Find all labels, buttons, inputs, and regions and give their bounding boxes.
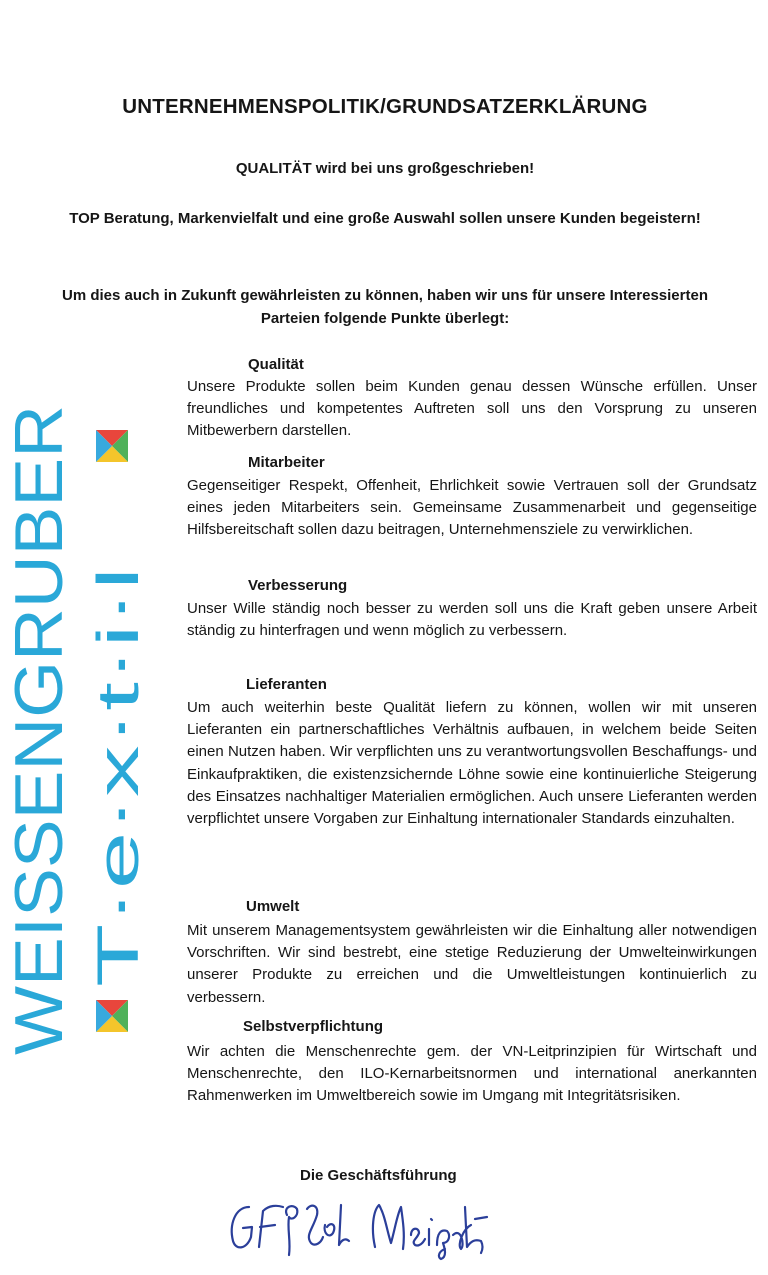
document-title: UNTERNEHMENSPOLITIK/GRUNDSATZERKLÄRUNG — [122, 95, 648, 118]
logo-wordmark: WEISSENGRUBER — [1, 450, 77, 1055]
section-heading-selbstverpflichtung: Selbstverpflichtung — [243, 1018, 384, 1035]
section-body-lieferanten: Um auch weiterhin beste Qualität liefern zu können, wollen wir mit unseren Lieferanten ein partnerschaftliches Verhältnis aufbauen, in welchem beide Seiten einen Nutzen haben. Wir verpflichten uns zu verantwortungsvollen Beschaffungs- und Einkaufpraktiken, die existenzsichernde Löhne sowie eine kontinuierliche Steigerung des Einsatzes nachhaltiger Materialien ermöglichen. Auch unsere Lieferanten werden verpflichtet unsere Vorgaben zur Einhaltung internationaler Standards einzuhalten. — [187, 699, 757, 828]
section-heading-lieferanten: Lieferanten — [246, 676, 327, 693]
signoff: Die Geschäftsführung — [300, 1167, 457, 1184]
intro-paragraph-1: TOP Beratung, Markenvielfalt und eine große Auswahl sollen unsere Kunden begeistern! — [69, 210, 701, 227]
section-body-mitarbeiter: Gegenseitiger Respekt, Offenheit, Ehrlichkeit sowie Vertrauen soll der Grundsatz eines jeden Mitarbeiters sein. Gemeinsame Zusammenarbeit und gegenseitige Hilfsbereitschaft sollen dazu beitragen, Unternehmensziele zu verwirklichen. — [187, 477, 757, 539]
section-body-selbstverpflichtung: Wir achten die Menschenrechte gem. der VN-Leitprinzipien für Wirtschaft und Menschenrechte, den ILO-Kernarbeitsnormen und international anerkannten Rahmenwerken im Umweltbereich sowie im Umgang mit Integritätsrisiken. — [187, 1043, 757, 1105]
logo-square-bottom — [96, 1000, 128, 1032]
section-heading-mitarbeiter: Mitarbeiter — [248, 454, 325, 471]
section-body-verbesserung: Unser Wille ständig noch besser zu werden soll uns die Kraft geben unsere Arbeit ständig zu hinterfragen und wenn möglich zu verbessern. — [187, 600, 757, 640]
logo-square-top — [96, 430, 128, 462]
section-heading-umwelt: Umwelt — [246, 898, 300, 915]
logo-subline: T·e·x·t·i·l — [86, 751, 151, 987]
intro-paragraph-2: Um dies auch in Zukunft gewährleisten zu können, haben wir uns für unsere Interessierten Parteien folgende Punkte überlegt: — [62, 287, 708, 327]
section-body-qualitaet: Unsere Produkte sollen beim Kunden genau dessen Wünsche erfüllen. Unser freundliches und kompetentes Auftreten soll uns den Vorsprung zu unseren Mitbewerbern darstellen. — [187, 378, 757, 440]
section-heading-verbesserung: Verbesserung — [248, 577, 348, 594]
section-body-umwelt: Mit unserem Managementsystem gewährleisten wir die Einhaltung aller notwendigen Vorschriften. Wir sind bestrebt, eine stetige Reduzierung der Umwelteinwirkungen unserer Produkte zu erreichen und die Umweltleistungen kontinuierlich zu verbessern. — [187, 922, 757, 1006]
tagline: QUALITÄT wird bei uns großgeschrieben! — [235, 160, 535, 177]
company-logo — [0, 400, 160, 1080]
handwritten-signature — [225, 1185, 505, 1265]
section-heading-qualitaet: Qualität — [248, 356, 304, 373]
